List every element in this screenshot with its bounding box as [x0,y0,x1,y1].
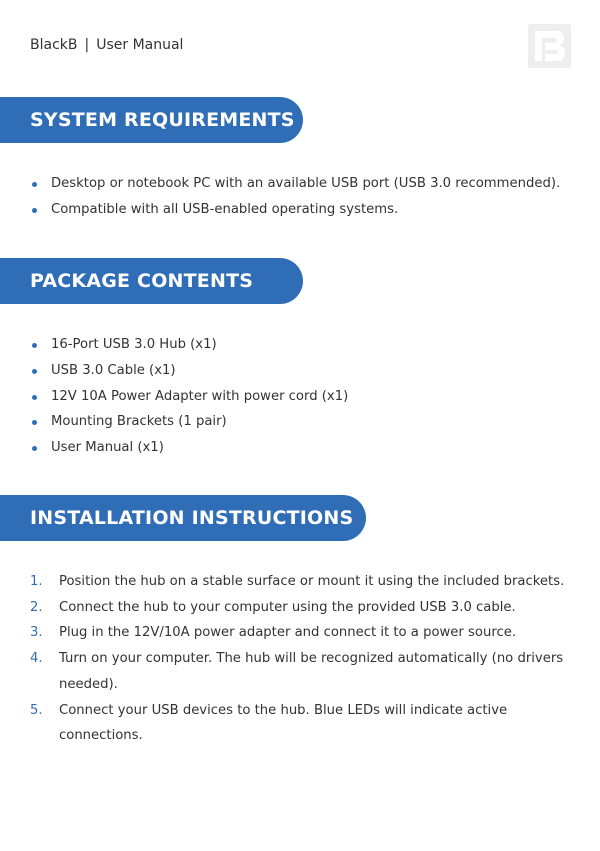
list-item: USB 3.0 Cable (x1) [30,358,575,384]
step-number: 5. [30,702,43,718]
list-item: User Manual (x1) [30,435,575,461]
step-number: 3. [30,625,43,641]
list-item [30,620,570,646]
list-item [30,595,570,621]
document-title: User Manual [96,37,184,53]
list-item: 16-Port USB 3.0 Hub (x1) [30,332,575,358]
step-number: 4. [30,651,43,667]
step-number: 2. [30,599,43,615]
list-item: Compatible with all USB-enabled operating systems. [30,197,575,223]
page-header [30,37,183,53]
step-text: Connect your USB devices to the hub. Blue LEDs will indicate active connections. [59,702,508,744]
list-item [30,698,570,749]
system-requirements-list [30,171,575,223]
step-text: Plug in the 12V/10A power adapter and connect it to a power source. [59,625,517,641]
blackb-logo-icon [528,24,571,68]
list-item: Mounting Brackets (1 pair) [30,409,575,435]
package-contents-list [30,332,575,461]
installation-steps-list [30,569,570,749]
header-separator: | [84,37,90,53]
list-item [30,646,570,697]
step-number: 1. [30,574,43,589]
section-title: PACKAGE CONTENTS [30,270,254,292]
list-item: 12V 10A Power Adapter with power cord (x1) [30,384,575,410]
step-text: Turn on your computer. The hub will be recognized automatically (no drivers needed). [59,651,564,692]
step-text: Connect the hub to your computer using the provided USB 3.0 cable. [59,599,516,615]
section-heading-system-requirements [0,97,303,143]
section-heading-package-contents [0,258,303,304]
step-text: Position the hub on a stable surface or mount it using the included brackets. [59,574,565,589]
section-heading-installation-instructions [0,495,366,541]
list-item: Desktop or notebook PC with an available USB port (USB 3.0 recommended). [30,171,575,197]
section-title: SYSTEM REQUIREMENTS [30,109,295,131]
list-item [30,569,570,595]
brand-name: BlackB [30,37,78,53]
section-title: INSTALLATION INSTRUCTIONS [30,507,354,529]
